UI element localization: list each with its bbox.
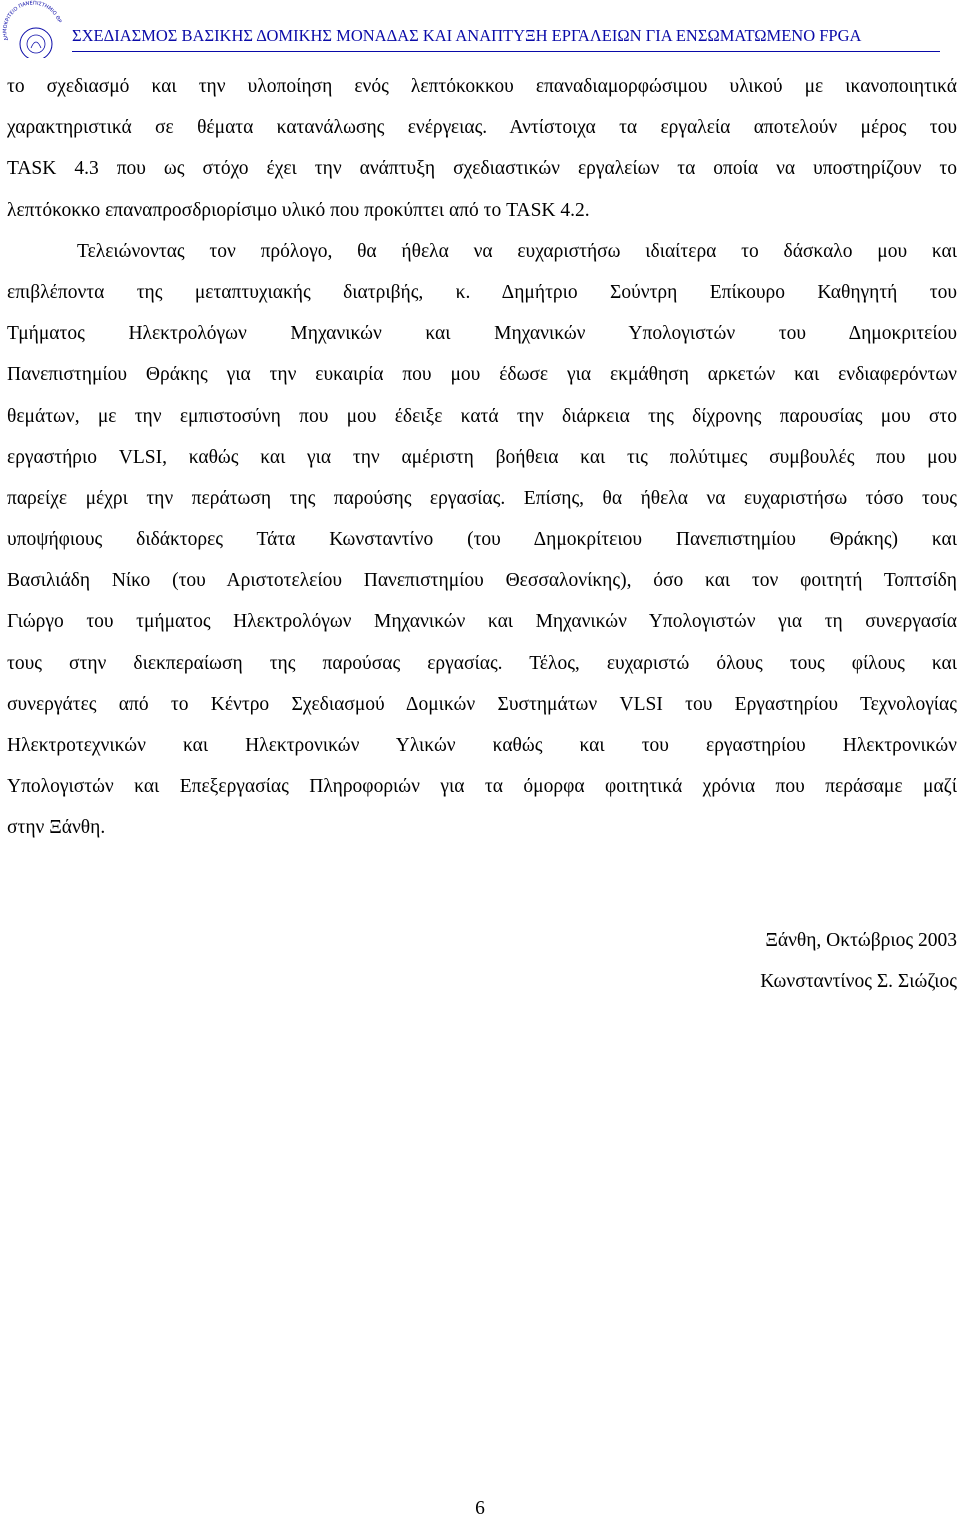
text-line: υποψήφιους διδάκτορες Τάτα Κωνσταντίνο (του Δημοκρίτειου Πανεπιστημίου Θράκης) και	[7, 529, 957, 551]
text-line: Ηλεκτροτεχνικών και Ηλεκτρονικών Υλικών καθώς και του εργαστηρίου Ηλεκτρονικών	[7, 735, 957, 756]
text-line: Γιώργο του τμήματος Ηλεκτρολόγων Μηχανικών και Μηχανικών Υπολογιστών για τη συνεργασία	[7, 611, 957, 633]
text-line: το σχεδιασμό και την υλοποίηση ενός λεπτόκοκκου επαναδιαμορφώσιμου υλικού με ικανοποιητικά	[7, 76, 957, 97]
text-line: λεπτόκοκκο επαναπροσδριορίσιμο υλικό που προκύπτει από το TASK 4.2.	[7, 199, 590, 221]
text-line: TASK 4.3 που ως στόχο έχει την ανάπτυξη σχεδιαστικών εργαλείων τα οποία να υποστηρίζουν το	[7, 158, 957, 180]
text-line: συνεργάτες από το Κέντρο Σχεδιασμού Δομικών Συστημάτων VLSI του Εργαστηρίου Τεχνολογίας	[7, 693, 957, 715]
text-line: τους στην διεκπεραίωση της παρούσας εργασίας. Τέλος, ευχαριστώ όλους τους φίλους και	[7, 652, 957, 674]
paragraph-1	[7, 66, 957, 231]
text-line: θεμάτων, με την εμπιστοσύνη που μου έδειξε κατά την διάρκεια της δίχρονης παρουσίας μου στο	[7, 405, 957, 427]
text-line: στην Ξάνθη.	[7, 817, 106, 839]
page-header	[0, 0, 960, 58]
university-seal-logo	[0, 0, 64, 58]
text-line: επιβλέποντα της μεταπτυχιακής διατριβής, κ. Δημήτριο Σούντρη Επίκουρο Καθηγητή του	[7, 281, 957, 303]
svg-text:ΔΗΜΟΚΡΙΤΕΙΟ ΠΑΝΕΠΙΣΤΗΜΙΟ ΘΡΑΚΗ: ΔΗΜΟΚΡΙΤΕΙΟ ΠΑΝΕΠΙΣΤΗΜΙΟ ΘΡ	[2, 0, 63, 42]
text-line: εργαστήριο VLSI, καθώς και για την αμέριστη βοήθεια και τις πολύτιμες συμβουλές που μου	[7, 446, 957, 468]
text-line: Τμήματος Ηλεκτρολόγων Μηχανικών και Μηχανικών Υπολογιστών του Δημοκριτείου	[7, 323, 957, 345]
text-line: χαρακτηριστικά σε θέματα κατανάλωσης ενέργειας. Αντίστοιχα τα εργαλεία αποτελούν μέρος του	[7, 117, 957, 139]
signature-place-date: Ξάνθη, Οκτώβριος 2003	[765, 930, 957, 951]
signature-author: Κωνσταντίνος Σ. Σιώζιος	[760, 971, 957, 992]
page-number: 6	[475, 1498, 485, 1519]
paragraph-2	[7, 231, 957, 849]
text-line: Υπολογιστών και Επεξεργασίας Πληροφοριών για τα όμορφα φοιτητικά χρόνια που περάσαμε μαζί	[7, 776, 957, 798]
text-line: Τελειώνοντας τον πρόλογο, θα ήθελα να ευχαριστήσω ιδιαίτερα το δάσκαλο μου και	[77, 240, 957, 262]
document-running-title: ΣΧΕΔΙΑΣΜΟΣ ΒΑΣΙΚΗΣ ΔΟΜΙΚΗΣ ΜΟΝΑΔΑΣ ΚΑΙ ΑΝΑΠΤΥΞΗ ΕΡΓΑΛΕΙΩΝ ΓΙΑ ΕΝΣΩΜΑΤΩΜΕΝΟ FPGA	[72, 26, 862, 45]
header-divider	[72, 51, 940, 52]
text-line: Βασιλιάδη Νίκο (του Αριστοτελείου Πανεπιστημίου Θεσσαλονίκης), όσο και τον φοιτητή Τοπτσίδη	[7, 570, 957, 592]
text-line: παρείχε μέχρι την περάτωση της παρούσης εργασίας. Επίσης, θα ήθελα να ευχαριστήσω τόσο τους	[7, 487, 957, 509]
text-line: Πανεπιστημίου Θράκης για την ευκαιρία που μου έδωσε για εκμάθηση αρκετών και ενδιαφερόντων	[7, 364, 957, 386]
main-text	[7, 66, 957, 849]
